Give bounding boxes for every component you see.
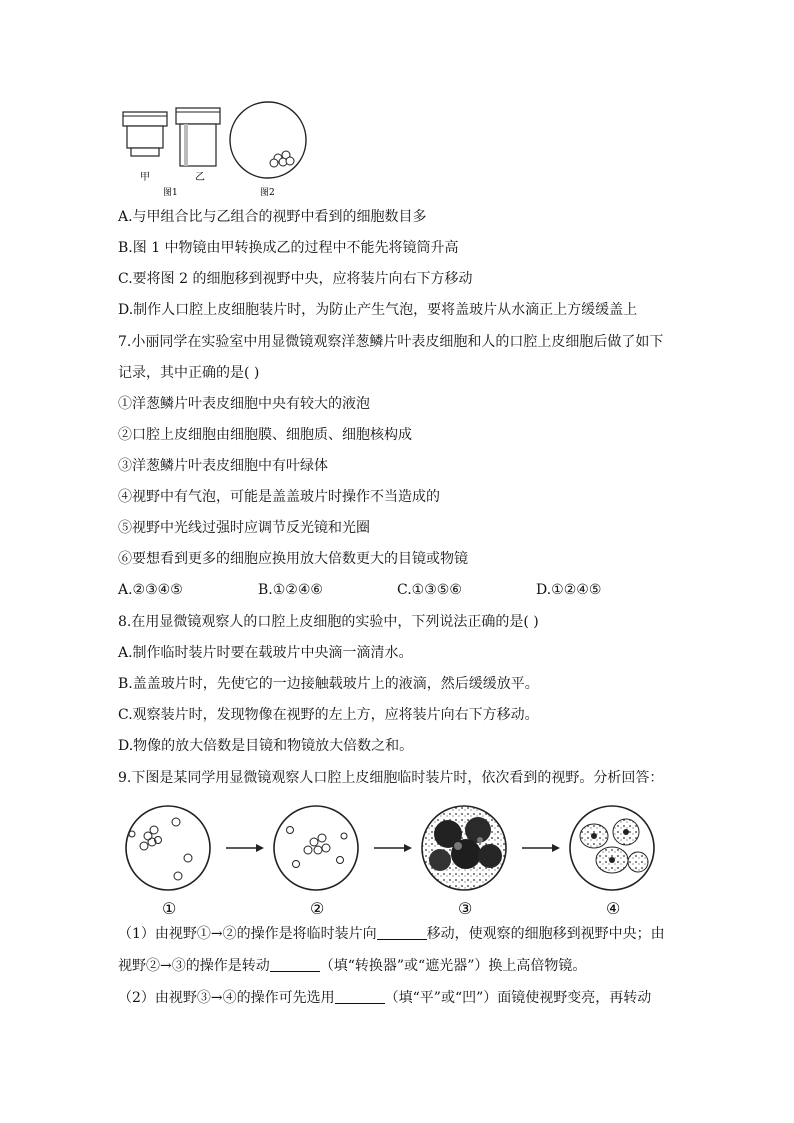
q9-blank-1[interactable]: [377, 925, 427, 940]
view-2-icon: [274, 806, 358, 890]
q8-stem: 8.在用显微镜观察人的口腔上皮细胞的实验中，下列说法正确的是( ): [118, 614, 539, 630]
figure-microscope-views: [118, 800, 678, 920]
q9-part2-text-b: （填“平”或“凹”）面镜使视野变亮，再转动: [384, 990, 652, 1006]
caption-figure1: 图1: [163, 188, 178, 198]
q7-stem-line1: 7.小丽同学在实验室中用显微镜观察洋葱鳞片叶表皮细胞和人的口腔上皮细胞后做了如下: [118, 334, 664, 350]
q6-option-d: D.制作人口腔上皮细胞装片时，为防止产生气泡，要将盖玻片从水滴正上方缓缓盖上: [118, 302, 638, 318]
q6-option-a: A.与甲组合比与乙组合的视野中看到的细胞数目多: [118, 209, 427, 225]
q7-item-2: ②口腔上皮细胞由细胞膜、细胞质、细胞核构成: [118, 427, 412, 443]
q9-stem: 9.下图是某同学用显微镜观察人口腔上皮细胞临时装片时，依次看到的视野。分析回答：: [118, 770, 664, 786]
q9-part1-text-a: （1）由视野①→②的操作是将临时装片向: [118, 926, 377, 942]
objective-jia-icon: [123, 112, 167, 156]
q9-blank-3[interactable]: [335, 989, 385, 1004]
q9-part1-text-d: （填“转换器”或“遮光器”）换上高倍物镜。: [319, 958, 587, 974]
arrow-2-icon: [374, 844, 412, 852]
microscope-view-icon: [230, 102, 306, 178]
arrow-1-icon: [226, 844, 264, 852]
view-label-1: ①: [162, 899, 177, 918]
q7-item-1: ①洋葱鳞片叶表皮细胞中央有较大的液泡: [118, 396, 370, 412]
q8-option-d: D.物像的放大倍数是目镜和物镜放大倍数之和。: [118, 738, 414, 754]
q7-item-6: ⑥要想看到更多的细胞应换用放大倍数更大的目镜或物镜: [118, 551, 468, 567]
q7-item-3: ③洋葱鳞片叶表皮细胞中有叶绿体: [118, 458, 328, 474]
q7-option-d: D.①②④⑤: [536, 582, 602, 598]
q9-part1-text-c: 视野②→③的操作是转动: [118, 958, 270, 974]
label-jia: 甲: [140, 172, 150, 183]
view-label-2: ②: [310, 899, 325, 918]
q7-option-b: B.①②④⑥: [258, 582, 323, 598]
view-1-icon: [126, 806, 210, 890]
view-label-4: ④: [606, 899, 621, 918]
q7-item-5: ⑤视野中光线过强时应调节反光镜和光圈: [118, 520, 370, 536]
q7-item-4: ④视野中有气泡，可能是盖盖玻片时操作不当造成的: [118, 489, 440, 505]
view-label-3: ③: [458, 899, 473, 918]
q9-part1-line2: [118, 956, 586, 976]
q9-blank-2[interactable]: [270, 957, 320, 972]
figure-objectives-and-view: [118, 100, 318, 200]
view-3-icon: [422, 806, 506, 890]
objective-yi-icon: [176, 108, 220, 166]
label-yi: 乙: [195, 172, 205, 183]
q6-option-b: B.图 1 中物镜由甲转换成乙的过程中不能先将镜筒升高: [118, 240, 459, 256]
q9-part1-line1: [118, 924, 665, 944]
q9-part2-text-a: （2）由视野③→④的操作可先选用: [118, 990, 335, 1006]
q9-part1-text-b: 移动，使观察的细胞移到视野中央；由: [426, 926, 665, 942]
q7-option-c: C.①③⑤⑥: [397, 582, 462, 598]
q8-option-c: C.观察装片时，发现物像在视野的左上方，应将装片向右下方移动。: [118, 707, 539, 723]
q6-option-c: C.要将图 2 的细胞移到视野中央，应将装片向右下方移动: [118, 271, 473, 287]
q8-option-b: B.盖盖玻片时，先使它的一边接触载玻片上的液滴，然后缓缓放平。: [118, 676, 539, 692]
q9-part2-line1: [118, 988, 651, 1008]
q8-option-a: A.制作临时装片时要在载玻片中央滴一滴清水。: [118, 645, 413, 661]
arrow-3-icon: [522, 844, 560, 852]
q7-option-a: A.②③④⑤: [118, 582, 183, 598]
q7-stem-line2: 记录，其中正确的是( ): [118, 365, 260, 381]
caption-figure2: 图2: [260, 188, 275, 198]
view-4-icon: [570, 806, 654, 890]
